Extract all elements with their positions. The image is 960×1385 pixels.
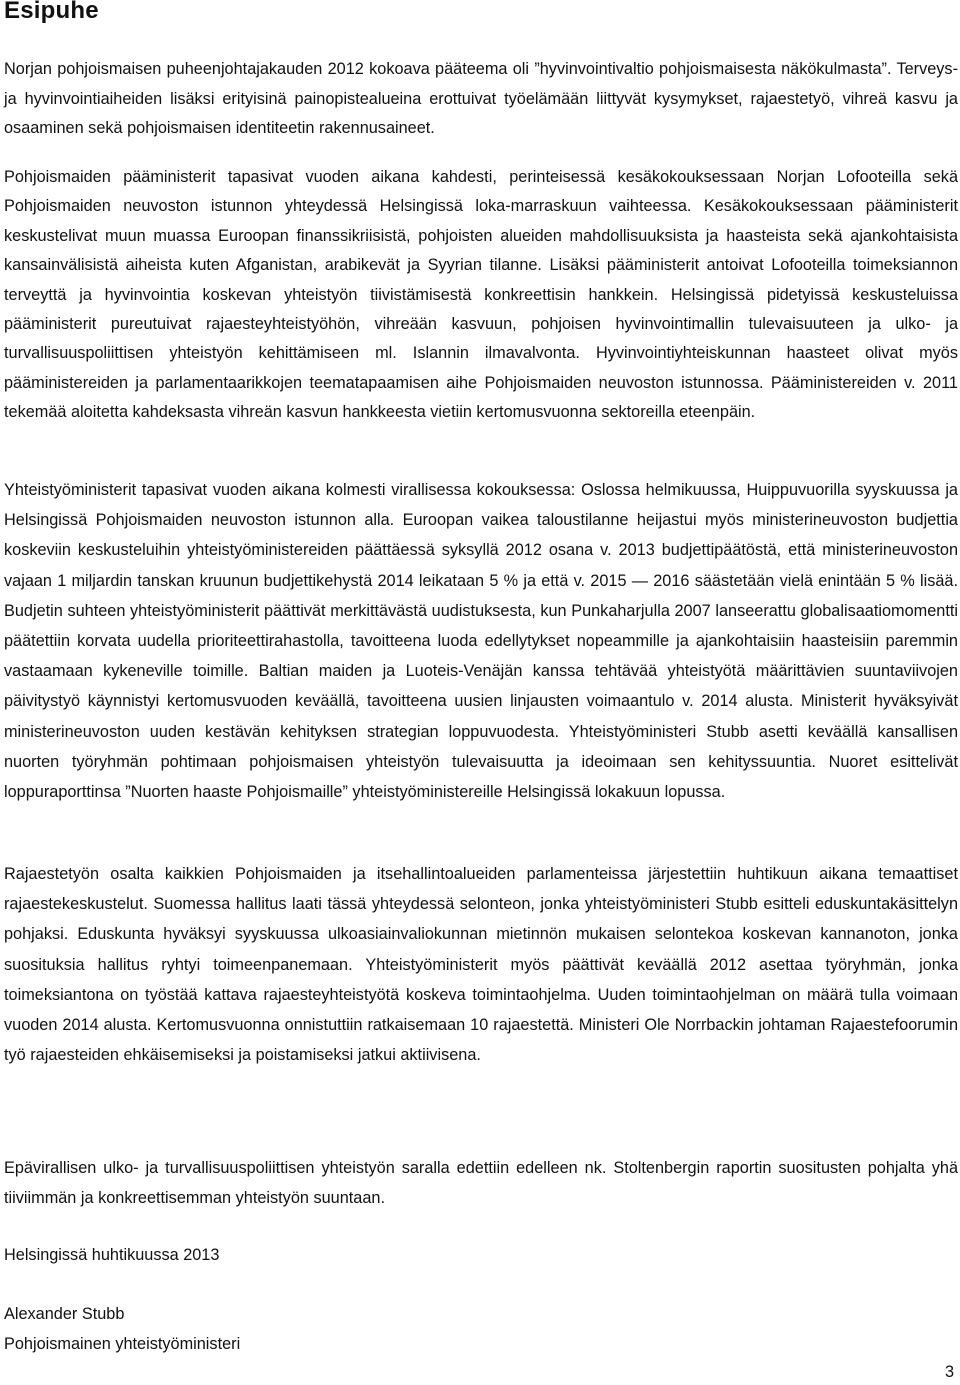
- paragraph-prime-ministers: Pohjoismaiden pääministerit tapasivat vuoden aikana kahdesti, perinteisessä kesäkokouksessaan Norjan Lofooteilla sekä Pohjoismaiden neuvoston istunnon yhteydessä Helsingissä loka-marraskuun vaihteessa. Kesäkokouksessaan pääministerit keskustelivat muun muassa Euroopan finanssikriisistä, pohjoisten alueiden mahdollisuuksista ja haasteista sekä ajankohtaisista kansainvälisistä aiheista kuten Afganistan, arabikevät ja Syyrian tilanne. Lisäksi pääministerit antoivat Lofooteilla toimeksiannon terveyttä ja hyvinvointia koskevan yhteistyön tiivistämisestä konkreettisin hankkein. Helsingissä pidetyissä keskusteluissa pääministerit pureutuivat rajaesteyhteistyöhön, vihreään kasvuun, pohjoisen hyvinvointimallin tulevaisuuteen ja ulko- ja turvallisuuspoliittisen yhteistyön kehittämiseen ml. Islannin ilmavalvonta. Hyvinvointiyhteiskunnan haasteet olivat myös pääministereiden ja parlamentaarikkojen teematapaamisen aihe Pohjoismaiden neuvoston istunnossa. Pääministereiden v. 2011 tekemää aloitetta kahdeksasta vihreän kasvun hankkeesta vietiin kertomusvuonna sektoreilla eteenpäin.: [4, 168, 958, 422]
- page-number: 3: [944, 1363, 954, 1381]
- paragraph-foreign-security: Epävirallisen ulko- ja turvallisuuspoliittisen yhteistyön saralla edettiin edelleen nk. Stoltenbergin raportin suositusten pohjalta yhä tiiviimmän ja konkreettisemman yhteistyön suuntaan.: [4, 1159, 958, 1207]
- signature-name: Alexander Stubb: [4, 1305, 125, 1323]
- place-date: Helsingissä huhtikuussa 2013: [4, 1246, 220, 1264]
- page-title: Esipuhe: [4, 0, 99, 24]
- paragraph-border-barriers: Rajaestetyön osalta kaikkien Pohjoismaiden ja itsehallintoalueiden parlamenteissa järjestettiin huhtikuun aikana temaattiset rajaestekeskustelut. Suomessa hallitus laati tässä yhteydessä selonteon, jonka yhteistyöministeri Stubb esitteli eduskuntakäsittelyn pohjaksi. Eduskunta hyväksyi syyskuussa ulkoasiainvaliokunnan mietinnön mukaisen selontekoa koskevan kannanoton, jonka suosituksia hallitus ryhtyi toimeenpanemaan. Yhteistyöministerit myös päättivät keväällä 2012 asettaa työryhmän, jonka toimeksiantona on työstää kattava rajaesteyhteistyötä koskeva toimintaohjelma. Uuden toimintaohjelman on määrä tulla voimaan vuoden 2014 alusta. Kertomusvuonna onnistuttiin ratkaisemaan 10 rajaestettä. Ministeri Ole Norrbackin johtaman Rajaestefoorumin työ rajaesteiden ehkäisemiseksi ja poistamiseksi jatkui aktiivisena.: [4, 865, 958, 1065]
- paragraph-intro: Norjan pohjoismaisen puheenjohtajakauden 2012 kokoava pääteema oli ”hyvinvointivaltio pohjoismaisesta näkökulmasta”. Terveys- ja hyvinvointiaiheiden lisäksi erityisinä painopistealueina erottuivat työelämään liittyvät kysymykset, rajaestetyö, vihreä kasvu ja osaaminen sekä pohjoismaisen identiteetin rakennusaineet.: [4, 60, 958, 137]
- paragraph-cooperation-ministers: Yhteistyöministerit tapasivat vuoden aikana kolmesti virallisessa kokouksessa: Oslossa helmikuussa, Huippuvuorilla syyskuussa ja Helsingissä Pohjoismaiden neuvoston istunnon alla. Euroopan vaikea taloustilanne heijastui myös ministerineuvoston budjettia koskeviin keskusteluihin yhteistyöministereiden päättäessä syksyllä 2012 osana v. 2013 budjettipäätöstä, että ministerineuvoston vajaan 1 miljardin tanskan kruunun budjettikehystä 2014 leikataan 5 % ja että v. 2015 — 2016 säästetään vielä enintään 5 % lisää. Budjetin suhteen yhteistyöministerit päättivät merkittävästä uudistuksesta, kun Punkaharjulla 2007 lanseerattu globalisaatiomomentti päätettiin korvata uudella prioriteettirahastolla, tavoitteena luoda edellytykset nopeammille ja ajankohtaisiin haasteisiin paremmin vastaamaan kykeneville toimille. Baltian maiden ja Luoteis-Venäjän kanssa tehtävää yhteistyötä määrittävien suuntaviivojen päivitystyö käynnistyi kertomusvuoden keväällä, tavoitteena uusien linjausten voimaantulo v. 2014 alusta. Ministerit hyväksyivät ministerineuvoston uuden kestävän kehityksen strategian loppuvuodesta. Yhteistyöministeri Stubb asetti keväällä kansallisen nuorten työryhmän pohtimaan pohjoismaisen yhteistyön tulevaisuutta ja ideoimaan sen kehityssuuntia. Nuoret esittelivät loppuraporttinsa ”Nuorten haaste Pohjoismaille” yhteistyöministereille Helsingissä lokakuun lopussa.: [4, 481, 958, 802]
- signature-title: Pohjoismainen yhteistyöministeri: [4, 1335, 241, 1353]
